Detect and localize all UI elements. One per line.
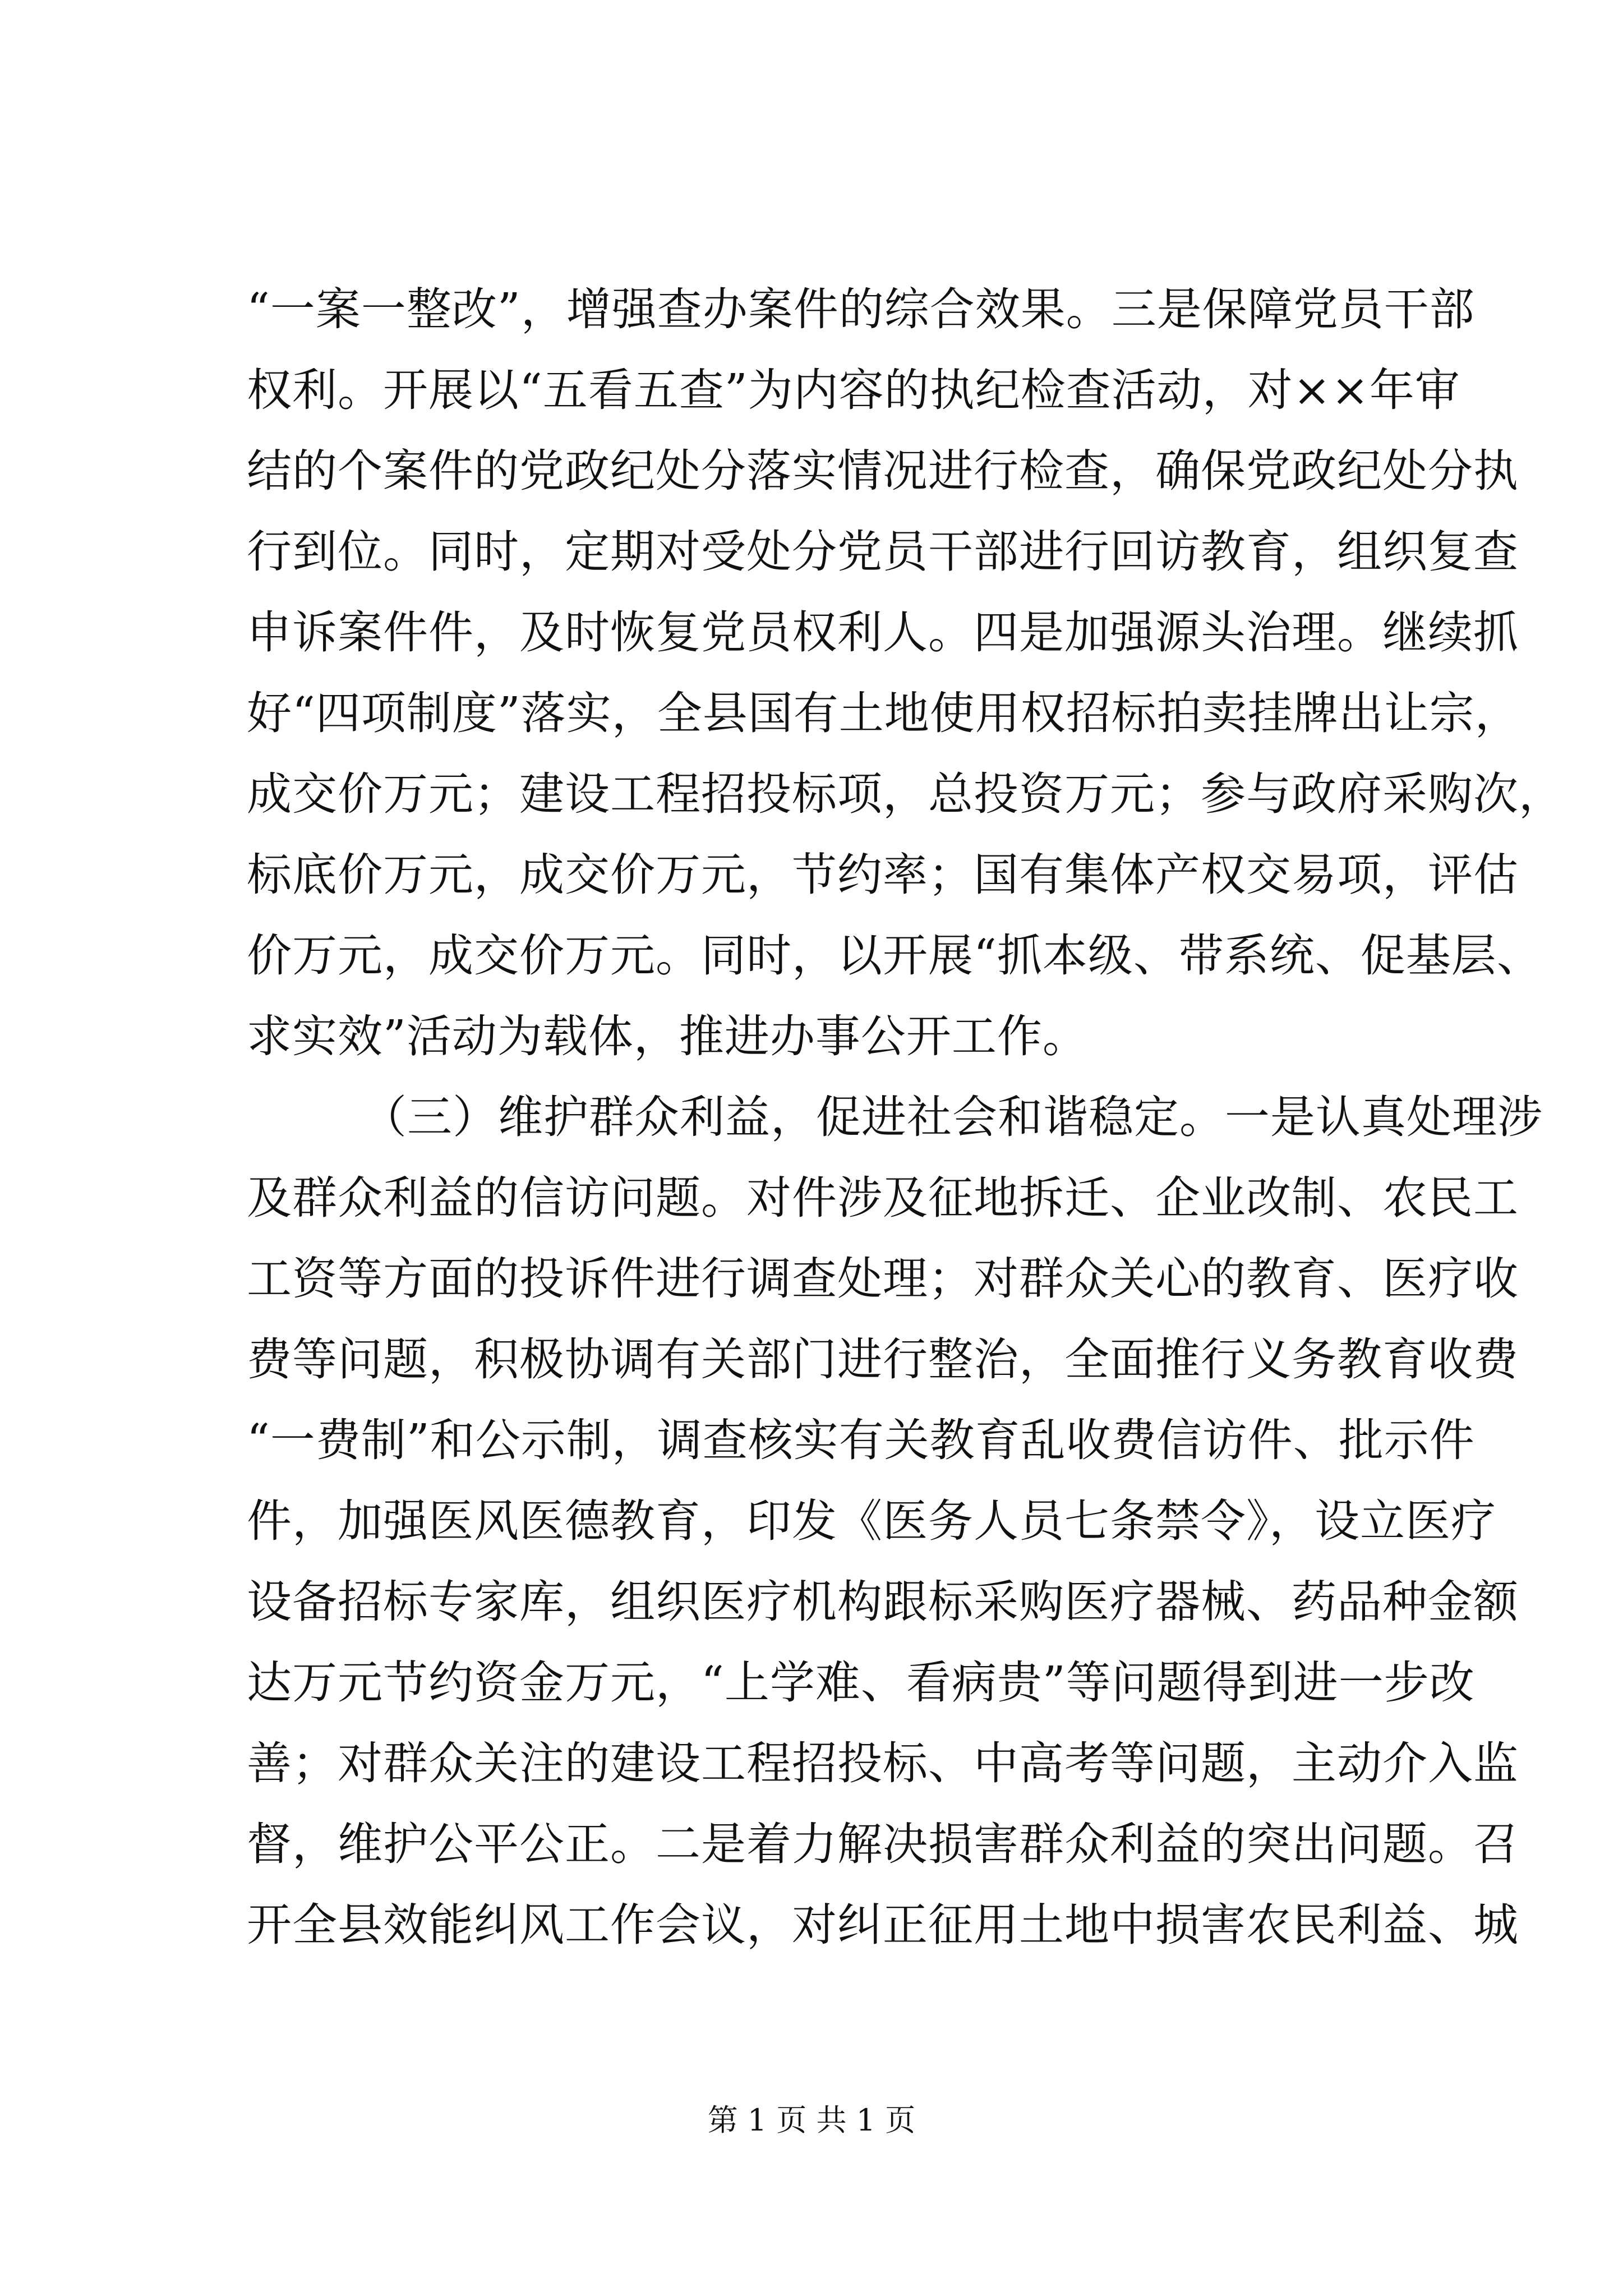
text-line-18: 达万元节约资金万元，“上学难、看病贵”等问题得到进一步改 xyxy=(247,1657,1475,1709)
text-line-19: 善；对群众关注的建设工程招投标、中高考等问题，主动介入监 xyxy=(247,1737,1519,1789)
text-line-7: 成交价万元；建设工程招投标项，总投资万元；参与政府采购次， xyxy=(247,768,1564,820)
text-line-4: 行到位。同时，定期对受处分党员干部进行回访教育，组织复查 xyxy=(247,526,1519,578)
text-line-5: 申诉案件件，及时恢复党员权利人。四是加强源头治理。继续抓 xyxy=(247,606,1519,659)
text-line-3: 结的个案件的党政纪处分落实情况进行检查，确保党政纪处分执 xyxy=(247,445,1519,497)
text-line-16: 件，加强医风医德教育，印发《医务人员七条禁令》，设立医疗 xyxy=(247,1495,1496,1547)
text-line-13: 工资等方面的投诉件进行调查处理；对群众关心的教育、医疗收 xyxy=(247,1253,1519,1305)
text-line-17: 设备招标专家库，组织医疗机构跟标采购医疗器械、药品种金额 xyxy=(247,1576,1519,1628)
text-line-1: “一案一整改”，增强查办案件的综合效果。三是保障党员干部 xyxy=(247,283,1475,335)
text-line-10: 求实效”活动为载体，推进办事公开工作。 xyxy=(247,1010,1088,1062)
text-line-2: 权利。开展以“五看五查”为内容的执纪检查活动，对××年审 xyxy=(247,364,1460,416)
page-number-label: 第 1 页 共 1 页 xyxy=(707,2102,916,2138)
text-line-21: 开全县效能纠风工作会议，对纠正征用土地中损害农民利益、城 xyxy=(247,1899,1519,1951)
text-line-14: 费等问题，积极协调有关部门进行整治，全面推行义务教育收费 xyxy=(247,1333,1519,1386)
body-text xyxy=(247,269,1564,1966)
text-line-9: 价万元，成交价万元。同时，以开展“抓本级、带系统、促基层、 xyxy=(247,930,1542,982)
text-line-11: （三）维护群众利益，促进社会和谐稳定。一是认真处理涉 xyxy=(362,1091,1543,1143)
text-line-6: 好“四项制度”落实，全县国有土地使用权招标拍卖挂牌出让宗， xyxy=(247,687,1520,739)
page-footer xyxy=(0,2101,1623,2140)
text-line-15: “一费制”和公示制，调查核实有关教育乱收费信访件、批示件 xyxy=(247,1414,1475,1466)
text-line-12: 及群众利益的信访问题。对件涉及征地拆迁、企业改制、农民工 xyxy=(247,1172,1519,1224)
text-line-20: 督，维护公平公正。二是着力解决损害群众利益的突出问题。召 xyxy=(247,1818,1519,1870)
text-line-8: 标底价万元，成交价万元，节约率；国有集体产权交易项，评估 xyxy=(247,849,1519,901)
